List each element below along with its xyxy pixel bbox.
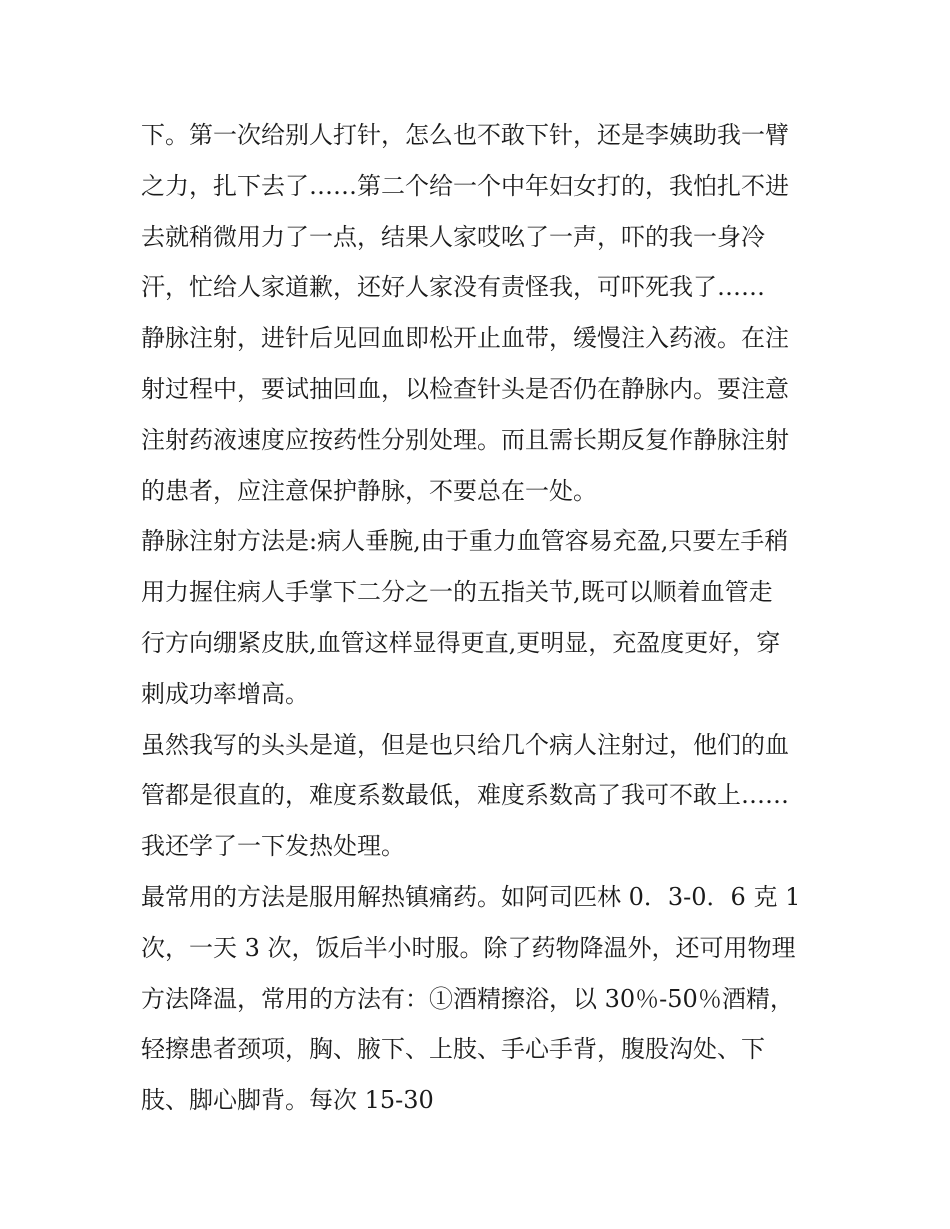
text-line: 用力握住病人手掌下二分之一的五指关节,既可以顺着血管走	[141, 578, 773, 607]
text-line: 最常用的方法是服用解热镇痛药。如阿司匹林 0．3-0．6 克 1	[141, 882, 801, 911]
text-line: 刺成功率增高。	[141, 679, 309, 708]
text-line: 方法降温，常用的方法有：①酒精擦浴，以 30％-50％酒精，	[141, 984, 794, 1013]
text-line: 轻擦患者颈项，胸、腋下、上肢、手心手背，腹股沟处、下	[141, 1035, 765, 1064]
text-line: 注射药液速度应按药性分别处理。而且需长期反复作静脉注射	[141, 425, 789, 454]
text-line: 的患者，应注意保护静脉，不要总在一处。	[141, 476, 597, 505]
text-line: 下。第一次给别人打针，怎么也不敢下针，还是李姨助我一臂	[141, 121, 789, 149]
text-line: 虽然我写的头头是道，但是也只给几个病人注射过，他们的血	[141, 730, 789, 759]
text-line: 行方向绷紧皮肤,血管这样显得更直,更明显，充盈度更好，穿	[141, 628, 781, 657]
text-line: 之力，扎下去了……第二个给一个中年妇女打的，我怕扎不进	[141, 171, 789, 200]
text-line: 我还学了一下发热处理。	[141, 832, 405, 861]
body-text	[141, 110, 821, 1126]
text-line: 管都是很直的，难度系数最低，难度系数高了我可不敢上……	[141, 781, 789, 810]
text-line: 静脉注射方法是:病人垂腕,由于重力血管容易充盈,只要左手稍	[141, 527, 789, 556]
text-line: 射过程中，要试抽回血，以检查针头是否仍在静脉内。要注意	[141, 374, 789, 403]
text-line: 静脉注射，进针后见回血即松开止血带，缓慢注入药液。在注	[141, 324, 789, 353]
text-line: 汗，忙给人家道歉，还好人家没有责怪我，可吓死我了……	[141, 273, 765, 302]
text-line: 去就稍微用力了一点，结果人家哎吆了一声，吓的我一身冷	[141, 222, 765, 251]
text-line: 肢、脚心脚背。每次 15-30	[141, 1086, 434, 1115]
text-line: 次，一天 3 次，饭后半小时服。除了药物降温外，还可用物理	[141, 933, 796, 962]
